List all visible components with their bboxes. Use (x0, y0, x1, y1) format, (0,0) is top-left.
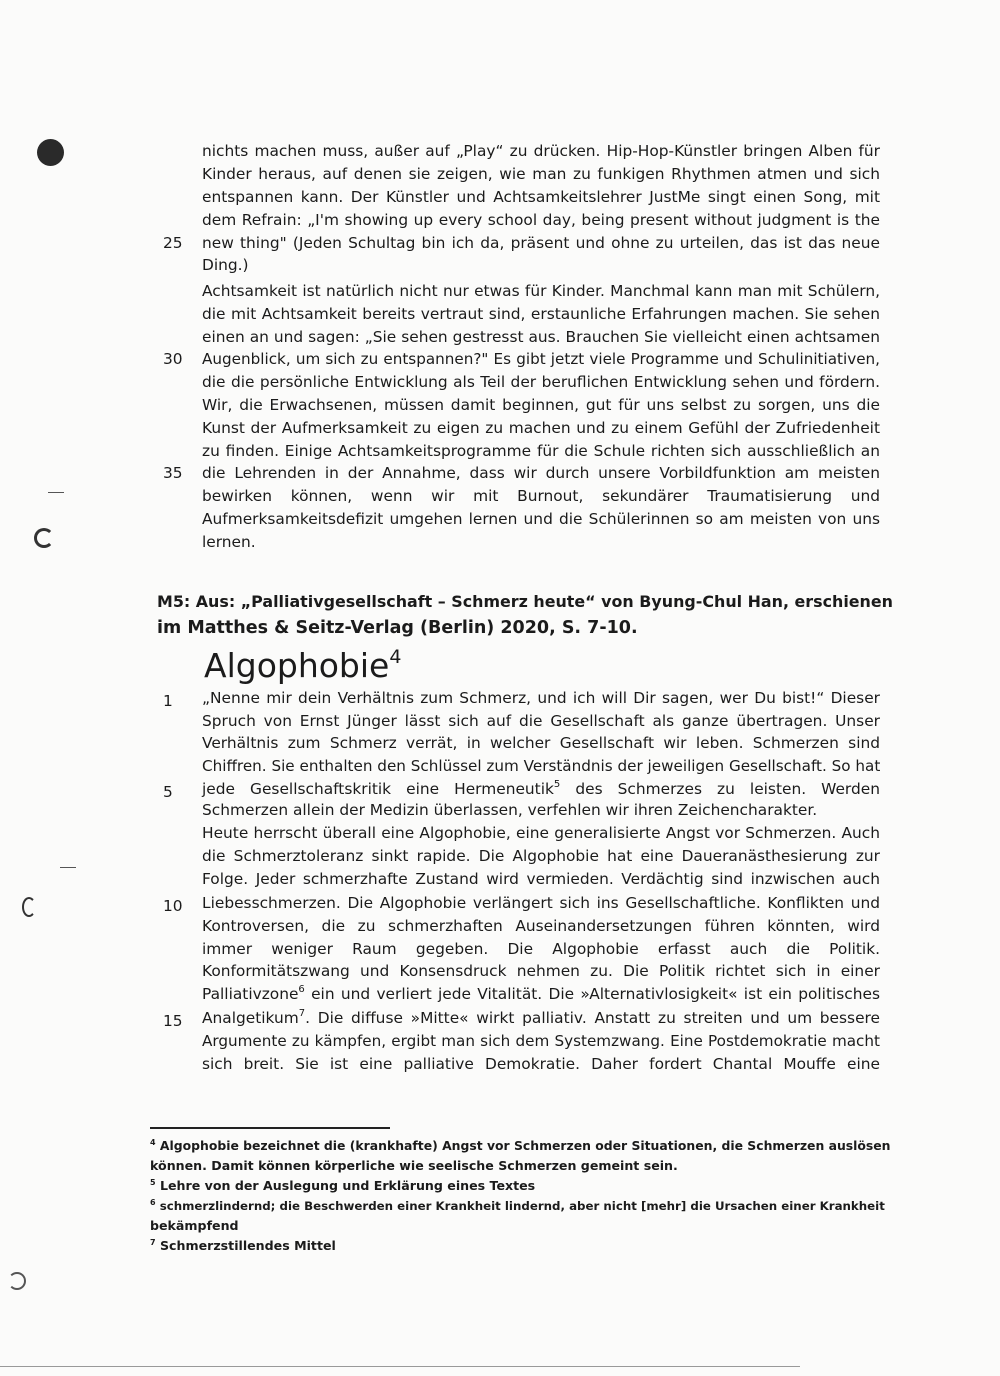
text-line: Schmerzen allein der Medizin überlassen, verfehlen wir ihren Zeichencharakter. (202, 801, 818, 819)
punch-hole-partial (8, 1272, 26, 1290)
text-line: nichts machen muss, außer auf „Play“ zu drücken. Hip-Hop-Künstler bringen Alben für (202, 142, 880, 160)
text-line: lernen. (202, 533, 256, 551)
text-line: einen an und sagen: „Sie sehen gestresst aus. Brauchen Sie vielleicht einen achtsamen (202, 328, 880, 346)
line-number: 15 (163, 1012, 183, 1030)
section-heading: im Matthes & Seitz-Verlag (Berlin) 2020, S. 7-10. (157, 618, 638, 638)
text-segment: Analgetikum (202, 1009, 299, 1027)
footnote-6 (150, 1197, 890, 1215)
text-segment: . Die diffuse »Mitte« wirkt palliativ. Anstatt zu streiten und um bessere (305, 1009, 880, 1027)
text-line: Chiffren. Sie enthalten den Schlüssel zum Verständnis der jeweiligen Gesellschaft. So hat (202, 757, 881, 775)
text-line: Wir, die Erwachsenen, müssen damit beginnen, gut für uns selbst zu sorgen, uns die (202, 396, 880, 414)
line-number: 10 (163, 897, 183, 915)
footnote-divider (150, 1127, 390, 1129)
text-line (202, 984, 880, 1004)
text-line: „Nenne mir dein Verhältnis zum Schmerz, und ich will Dir sagen, wer Du bist!“ Dieser (202, 689, 880, 707)
text-line: dem Refrain: „I'm showing up every school day, being present without judgment is the (202, 211, 880, 229)
footnote-mark: 5 (150, 1178, 156, 1187)
text-line: Konformitätszwang und Konsensdruck nehmen zu. Die Politik richtet sich in einer (202, 962, 880, 980)
text-line: immer weniger Raum gegeben. Die Algophobie erfasst auch die Politik. (202, 940, 880, 958)
text-line: die Schmerztoleranz sinkt rapide. Die Algophobie hat eine Daueranästhesierung zur (202, 847, 880, 865)
text-line: Folge. Jeder schmerzhafte Zustand wird vermieden. Verdächtig sind inzwischen auch (202, 870, 880, 888)
text-line: Heute herrscht überall eine Algophobie, eine generalisierte Angst vor Schmerzen. Auch (202, 824, 880, 842)
title-text: Algophobie (204, 646, 390, 685)
footnote-5 (150, 1177, 890, 1195)
footnote-6-cont: bekämpfend (150, 1218, 239, 1233)
footnote-4 (150, 1137, 890, 1155)
section-heading: M5: Aus: „Palliativgesellschaft – Schmerz heute“ von Byung-Chul Han, erschienen (157, 592, 893, 611)
text-line: Spruch von Ernst Jünger lässt sich auf die Gesellschaft als ganze übertragen. Unser (202, 712, 880, 730)
text-line (202, 1008, 880, 1028)
footnote-text: schmerzlindernd; die Beschwerden einer Krankheit lindernd, aber nicht [mehr] die Ursachen einer Krankheit (159, 1199, 885, 1213)
line-number: 30 (163, 350, 183, 368)
text-line: die Lehrenden in der Annahme, dass wir durch unsere Vorbildfunktion am meisten (202, 464, 880, 482)
line-number: 35 (163, 464, 183, 482)
footnote-mark: 7 (150, 1238, 156, 1247)
footnote-ref: 4 (389, 646, 402, 668)
text-line (202, 779, 880, 799)
text-line: Verhältnis zum Schmerz verrät, in welcher Gesellschaft wir leben. Schmerzen sind (202, 734, 880, 752)
text-line: Augenblick, um sich zu entspannen?" Es gibt jetzt viele Programme und Schulinitiativen, (202, 350, 880, 368)
text-line: Ding.) (202, 256, 249, 274)
text-segment: des Schmerzes zu leisten. Werden (560, 780, 880, 798)
text-line: Kinder heraus, auf denen sie zeigen, wie man zu funkigen Rhythmen atmen und sich (202, 165, 880, 183)
text-line: Argumente zu kämpfen, ergibt man sich dem Systemzwang. Eine Postdemokratie macht (202, 1032, 880, 1050)
text-line: die mit Achtsamkeit bereits vertraut sind, erstaunliche Erfahrungen machen. Sie sehen (202, 305, 880, 323)
footnote-7 (150, 1237, 890, 1255)
text-line: die die persönliche Entwicklung als Teil der beruflichen Entwicklung sehen und fördern. (202, 373, 880, 391)
line-number: 25 (163, 234, 183, 252)
footnote-ref: 5 (553, 779, 561, 790)
footnote-text: Lehre von der Auslegung und Erklärung eines Textes (159, 1178, 536, 1193)
text-line: bewirken können, wenn wir mit Burnout, sekundärer Traumatisierung und (202, 487, 880, 505)
punch-hole (37, 139, 64, 166)
text-title (204, 646, 401, 686)
punch-hole-partial (22, 897, 36, 917)
scan-edge (0, 1366, 800, 1367)
text-line: Kunst der Aufmerksamkeit zu eigen zu machen und zu einem Gefühl der Zufriedenheit (202, 419, 880, 437)
footnote-ref: 7 (298, 1008, 306, 1019)
scan-mark (60, 867, 76, 868)
text-line: Kontroversen, die zu schmerzhaften Auseinandersetzungen führen könnten, wird (202, 917, 880, 935)
line-number: 1 (163, 692, 173, 710)
text-segment: ein und verliert jede Vitalität. Die »Alternativlosigkeit« ist ein politisches (304, 985, 880, 1003)
text-line: new thing" (Jeden Schultag bin ich da, präsent und ohne zu urteilen, das ist das neue (202, 234, 880, 252)
text-segment: Palliativzone (202, 985, 299, 1003)
text-line: Liebesschmerzen. Die Algophobie verlängert sich ins Gesellschaftliche. Konflikten und (202, 894, 880, 912)
footnote-text: Algophobie bezeichnet die (krankhafte) Angst vor Schmerzen oder Situationen, die Schmerzen auslösen (159, 1138, 891, 1153)
text-segment: jede Gesellschaftskritik eine Hermeneutik (202, 780, 554, 798)
text-line: zu finden. Einige Achtsamkeitsprogramme für die Schule richten sich ausschließlich an (202, 442, 880, 460)
footnote-4-cont: können. Damit können körperliche wie seelische Schmerzen gemeint sein. (150, 1158, 678, 1173)
scan-mark (48, 492, 64, 493)
text-line: entspannen kann. Der Künstler und Achtsamkeitslehrer JustMe singt einen Song, mit (202, 188, 880, 206)
footnote-mark: 6 (150, 1198, 156, 1207)
footnote-mark: 4 (150, 1138, 156, 1147)
text-line: Achtsamkeit ist natürlich nicht nur etwas für Kinder. Manchmal kann man mit Schülern, (202, 282, 880, 300)
line-number: 5 (163, 783, 173, 801)
punch-hole-partial (34, 528, 54, 548)
text-line: sich breit. Sie ist eine palliative Demokratie. Daher fordert Chantal Mouffe eine (202, 1055, 880, 1073)
footnote-text: Schmerzstillendes Mittel (159, 1238, 336, 1253)
text-line: Aufmerksamkeitsdefizit umgehen lernen und die Schülerinnen so am meisten von uns (202, 510, 880, 528)
footnote-ref: 6 (298, 984, 305, 995)
